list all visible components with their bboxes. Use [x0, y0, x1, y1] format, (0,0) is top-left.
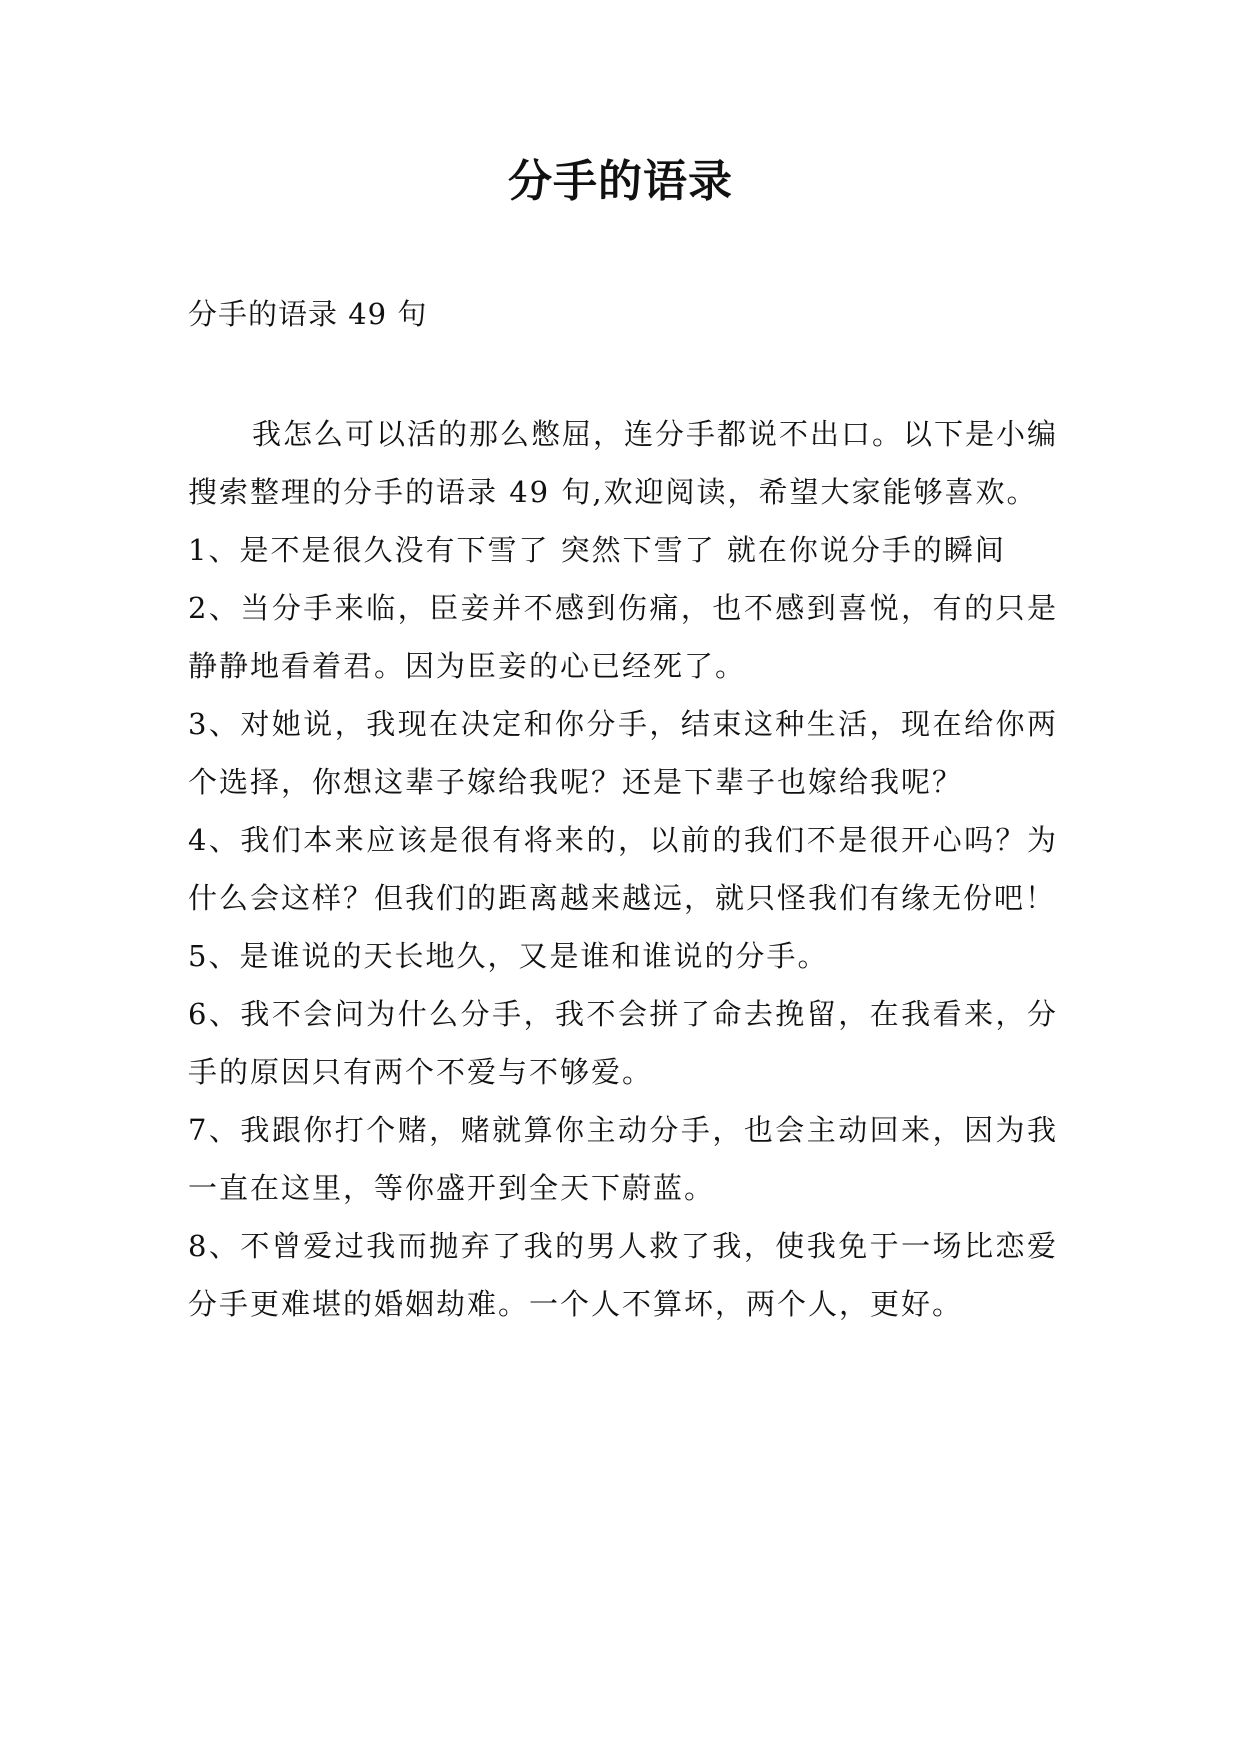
document-subtitle: 分手的语录 49 句: [188, 297, 428, 331]
quote-item: 4、我们本来应该是很有将来的，以前的我们不是很开心吗？为什么会这样？但我们的距离越来越远，就只怪我们有缘无份吧！: [188, 823, 1058, 915]
quote-item: 3、对她说，我现在决定和你分手，结束这种生活，现在给你两个选择，你想这辈子嫁给我呢？还是下辈子也嫁给我呢？: [188, 707, 1058, 799]
document-title: 分手的语录: [508, 156, 733, 207]
document-body: [188, 405, 1058, 1333]
quote-item: 2、当分手来临，臣妾并不感到伤痛，也不感到喜悦，有的只是静静地看着君。因为臣妾的心已经死了。: [188, 591, 1058, 683]
quote-item: 5、是谁说的天长地久，又是谁和谁说的分手。: [188, 939, 829, 973]
intro-paragraph: 我怎么可以活的那么憋屈，连分手都说不出口。以下是小编搜索整理的分手的语录 49 句,欢迎阅读，希望大家能够喜欢。: [188, 417, 1059, 509]
quote-item: 6、我不会问为什么分手，我不会拼了命去挽留，在我看来，分手的原因只有两个不爱与不够爱。: [188, 997, 1058, 1089]
quote-item: 7、我跟你打个赌，赌就算你主动分手，也会主动回来，因为我一直在这里，等你盛开到全天下蔚蓝。: [188, 1113, 1058, 1205]
quote-item: 8、不曾爱过我而抛弃了我的男人救了我，使我免于一场比恋爱分手更难堪的婚姻劫难。一个人不算坏，两个人，更好。: [188, 1229, 1058, 1321]
quote-item: 1、是不是很久没有下雪了 突然下雪了 就在你说分手的瞬间: [188, 533, 1006, 567]
